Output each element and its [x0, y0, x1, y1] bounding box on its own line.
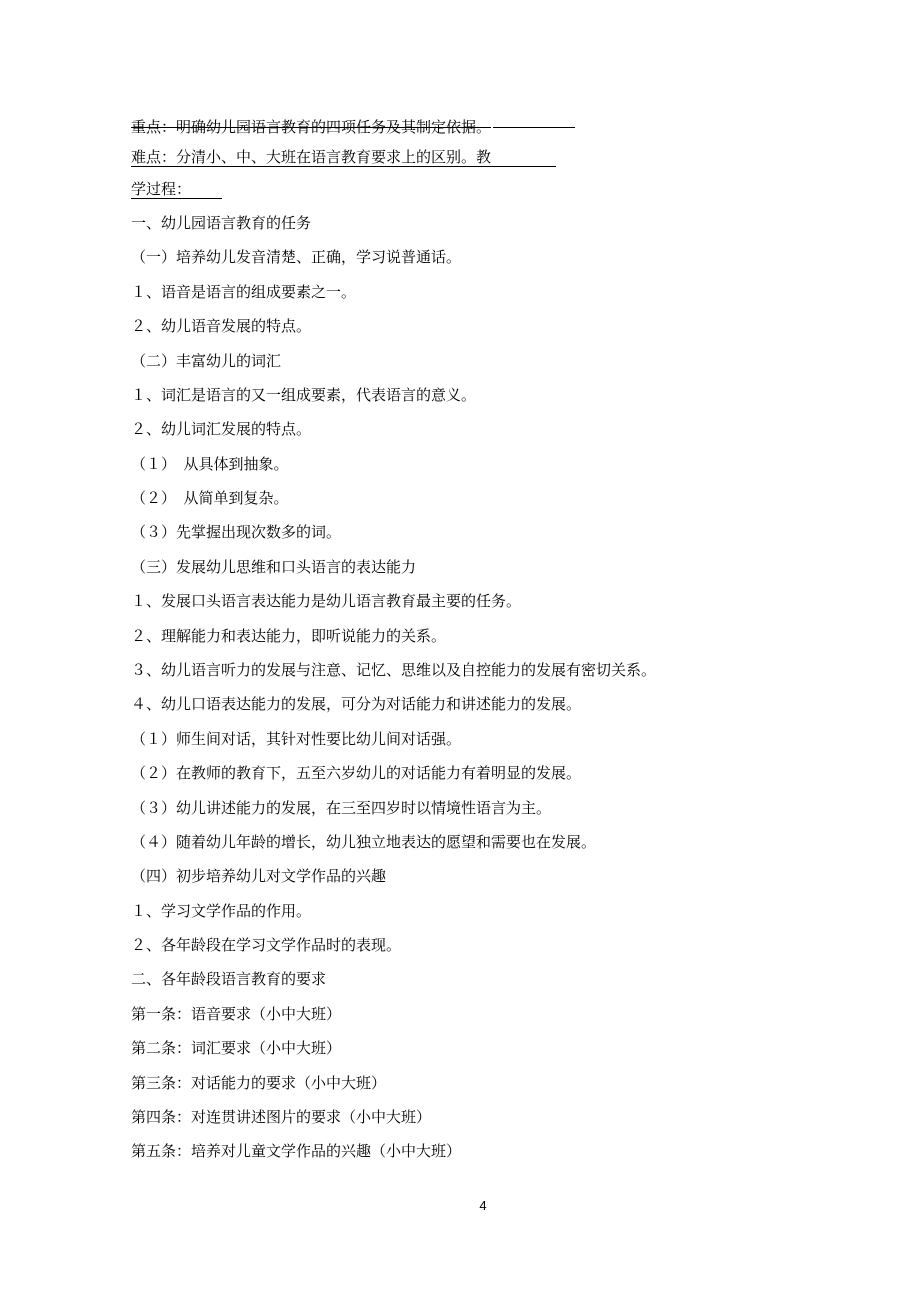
requirement-item: 第五条：培养对儿童文学作品的兴趣（小中大班） [131, 1142, 462, 1160]
list-item: ４、幼儿口语表达能力的发展，可分为对话能力和讲述能力的发展。 [131, 695, 582, 713]
page-number: 4 [479, 1198, 487, 1213]
key-point-line: 重点：明确幼儿园语言教育的四项任务及其制定依据。 [131, 118, 492, 136]
process-title-underline [131, 198, 222, 199]
sub-list-item: （４）随着幼儿年龄的增长，幼儿独立地表达的愿望和需要也在发展。 [131, 833, 597, 851]
list-item: １、语音是语言的组成要素之一。 [131, 283, 357, 301]
section-heading: 一、幼儿园语言教育的任务 [131, 214, 312, 232]
difficulty-underline [131, 166, 556, 167]
sub-list-item: （１） 从具体到抽象。 [131, 455, 289, 473]
sub-list-item: （１）师生间对话，其针对性要比幼儿间对话强。 [131, 730, 462, 748]
process-title: 学过程： [131, 180, 192, 198]
list-item: ２、幼儿词汇发展的特点。 [131, 420, 312, 438]
list-item: １、词汇是语言的又一组成要素，代表语言的意义。 [131, 386, 477, 404]
list-item: ２、理解能力和表达能力，即听说能力的关系。 [131, 627, 447, 645]
subsection-heading: （四）初步培养幼儿对文学作品的兴趣 [131, 867, 387, 885]
requirement-item: 第一条：语音要求（小中大班） [131, 1005, 342, 1023]
key-point-underline [493, 127, 575, 128]
requirement-item: 第四条：对连贯讲述图片的要求（小中大班） [131, 1108, 432, 1126]
requirement-item: 第二条：词汇要求（小中大班） [131, 1039, 342, 1057]
sub-list-item: （２）在教师的教育下，五至六岁幼儿的对话能力有着明显的发展。 [131, 764, 582, 782]
sub-list-item: （３）幼儿讲述能力的发展，在三至四岁时以情境性语言为主。 [131, 799, 552, 817]
sub-list-item: （３）先掌握出现次数多的词。 [131, 523, 342, 541]
subsection-heading: （三）发展幼儿思维和口头语言的表达能力 [131, 558, 417, 576]
list-item: ２、各年龄段在学习文学作品时的表现。 [131, 936, 402, 954]
list-item: ２、幼儿语音发展的特点。 [131, 317, 312, 335]
subsection-heading: （二）丰富幼儿的词汇 [131, 352, 282, 370]
list-item: ３、幼儿语言听力的发展与注意、记忆、思维以及自控能力的发展有密切关系。 [131, 661, 657, 679]
sub-list-item: （２） 从简单到复杂。 [131, 489, 289, 507]
difficulty-line: 难点：分清小、中、大班在语言教育要求上的区别。教 [131, 148, 492, 166]
subsection-heading: （一）培养幼儿发音清楚、正确，学习说普通话。 [131, 248, 462, 266]
list-item: １、发展口头语言表达能力是幼儿语言教育最主要的任务。 [131, 592, 522, 610]
section-heading: 二、各年龄段语言教育的要求 [131, 970, 327, 988]
list-item: １、学习文学作品的作用。 [131, 902, 312, 920]
requirement-item: 第三条：对话能力的要求（小中大班） [131, 1074, 387, 1092]
